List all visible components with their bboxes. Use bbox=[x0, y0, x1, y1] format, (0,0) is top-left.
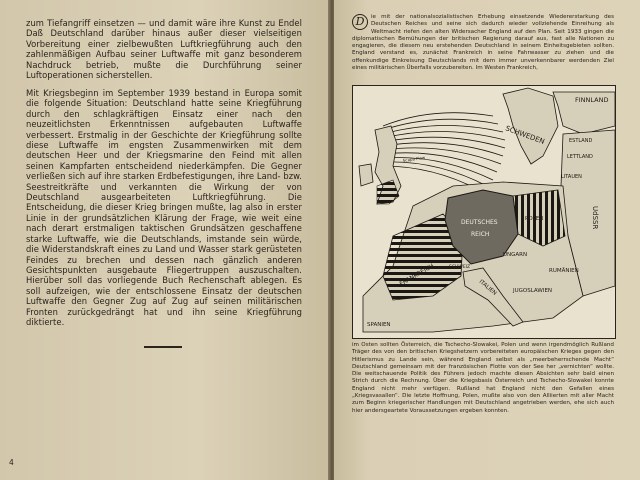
label-spain: SPANIEN bbox=[367, 322, 391, 328]
section-divider bbox=[144, 346, 182, 348]
paragraph-text: Mit Kriegsbeginn im September 1939 bestand in Europa somit die folgende Situation: Deutschland hatte seine Kriegführung durch den schlagkräftigen Einsatz einer nach den neuzeitlichsten Erkenntnissen aufgebauten Luftwaffe verbessert. Erstmalig in der Geschichte der Kriegführung sollte diese Luftwaffe im engsten Zusammenwirken mit dem deutschen Heer und der Kriegsmarine den Feind mit allen seinen Kampfarten entscheidend niederkämpfen. Die Gegner verließen sich auf ihre starken Erdbefestigungen, ihre Land- bzw. Seestreitkräfte und verkannten die Wirkung der von Deutschland ausgearbeiteten Luftkriegführung. Die Entscheidung, die dieser Krieg bringen mußte, lag also in erster Linie in der grundsätzlichen Klärung der Frage, wie weit eine nach derart erstmaligen taktischen Grundsätzen geschaffene starke Luftwaffe, wie die Deutschlands, imstande sein würde, die Widerstandskraft eines zu Land und Wasser stark gerüsteten Feindes zu brechen und dessen nach gänzlich anderen Gesichtspunkten ausgebaute Fliegertruppen auszuschalten. Hierüber soll das vorliegende Buch Rechenschaft ablegen. Es soll aufzeigen, wie der entschlossene Einsatz der deutschen Luftwaffe den Gegner Zug auf Zug auf seinen militärischen Fronten zurückgedrängt hat und ihn seine Kriegführung diktierte. bbox=[26, 88, 302, 327]
label-lithuania: LITAUEN bbox=[561, 174, 582, 180]
paragraph-text: zum Tiefangriff einsetzen — und damit wäre ihre Kunst zu Endel Daß Deutschland darüber hinaus außer dieser vielseitigen Vorbereitung einer zielbewußten Luftkriegführung auch den zahlenmäßigen Aufbau seiner Luftwaffe mit ganz besonderem Nachdruck betrieb, mußte die Durchführung seiner Luftoperationen sicherstellen. bbox=[26, 18, 302, 81]
label-estonia: ESTLAND bbox=[569, 138, 593, 144]
label-ussr: UdSSR bbox=[591, 206, 599, 230]
caption-text: im Osten sollten Österreich, die Tschecho-Slowakei, Polen und wenn irgendmöglich Rußland Träger des von den britischen Kriegshetzern vorbereiteten europäischen Krieges gegen den Hitlerismus zu Lande sein, während England selbst als „meerbeherrschende Macht“ Deutschland gemeinsam mit der französischen Flotte von der See her „vernichten“ wollte. Die weitschauende Politik des Führers jedoch machte diesen Absichten sehr bald einen Strich durch die Rechnung. Über die Kriegsbasis Österreich und Tschecho-Slowakei konnte England nicht mehr verfügen. Rußland hat England nicht den Gefallen eines „Kriegsvasallen“. Die letzte Hoffnung, Polen, mußte also von den Alliierten mit aller Macht zum Beginn kriegerischer Handlungen mit Deutschland angetrieben werden, ehe sich auch hier andersgeartete Voraussetzungen ergeben konnten. bbox=[352, 342, 614, 414]
intro-paragraph bbox=[352, 14, 614, 72]
paragraph bbox=[26, 18, 302, 80]
label-romania: RUMÄNIEN bbox=[549, 268, 579, 274]
label-latvia: LETTLAND bbox=[567, 154, 593, 160]
label-sweden: SCHWEDEN bbox=[504, 124, 546, 146]
map-illustration bbox=[353, 86, 615, 338]
label-scapa: Scapa Flow bbox=[402, 154, 426, 163]
label-germany-2: REICH bbox=[471, 231, 490, 238]
paragraph bbox=[26, 88, 302, 327]
label-switzerland: SCHWEIZ bbox=[449, 265, 471, 270]
intro-body: ie mit der nationalsozialistischen Erhebung einsetzende Wiedererstarkung des Deutschen Reiches und seine sich dadurch wieder vollziehende Einreihung als Weltmacht riefen den alten Widersacher England auf den Plan. Seit 1933 gingen die diplomatischen Bemühungen der britischen Regierung darauf aus, fast alle Nationen zu engagieren, die diesem neu erstehenden Deutschland in seinem Einheitsgebieten sollten. England verstand es, zunächst Frankreich in seine Fahrwasser zu ziehen und die offenkundige Einkreisung Deutschlands mit dem immer unverkennbarer werdenden Ziel eines militärischen Überfalls vorzubereiten. Im Westen Frankreich, bbox=[352, 14, 614, 72]
label-yugoslavia: JUGOSLAWIEN bbox=[513, 288, 553, 294]
ireland bbox=[359, 164, 373, 186]
label-poland: POLEN bbox=[525, 216, 544, 222]
drop-cap: D bbox=[352, 14, 368, 30]
page-number: 4 bbox=[9, 458, 14, 467]
label-germany-1: DEUTSCHES bbox=[461, 219, 498, 226]
label-france: FRANKREICH bbox=[398, 262, 436, 288]
label-finland: FINNLAND bbox=[575, 96, 609, 104]
caption-paragraph bbox=[352, 342, 614, 415]
label-italy: ITALIEN bbox=[477, 278, 498, 297]
intro-text bbox=[352, 14, 614, 72]
encirclement-map bbox=[352, 85, 616, 339]
label-hungary: UNGARN bbox=[503, 252, 528, 258]
